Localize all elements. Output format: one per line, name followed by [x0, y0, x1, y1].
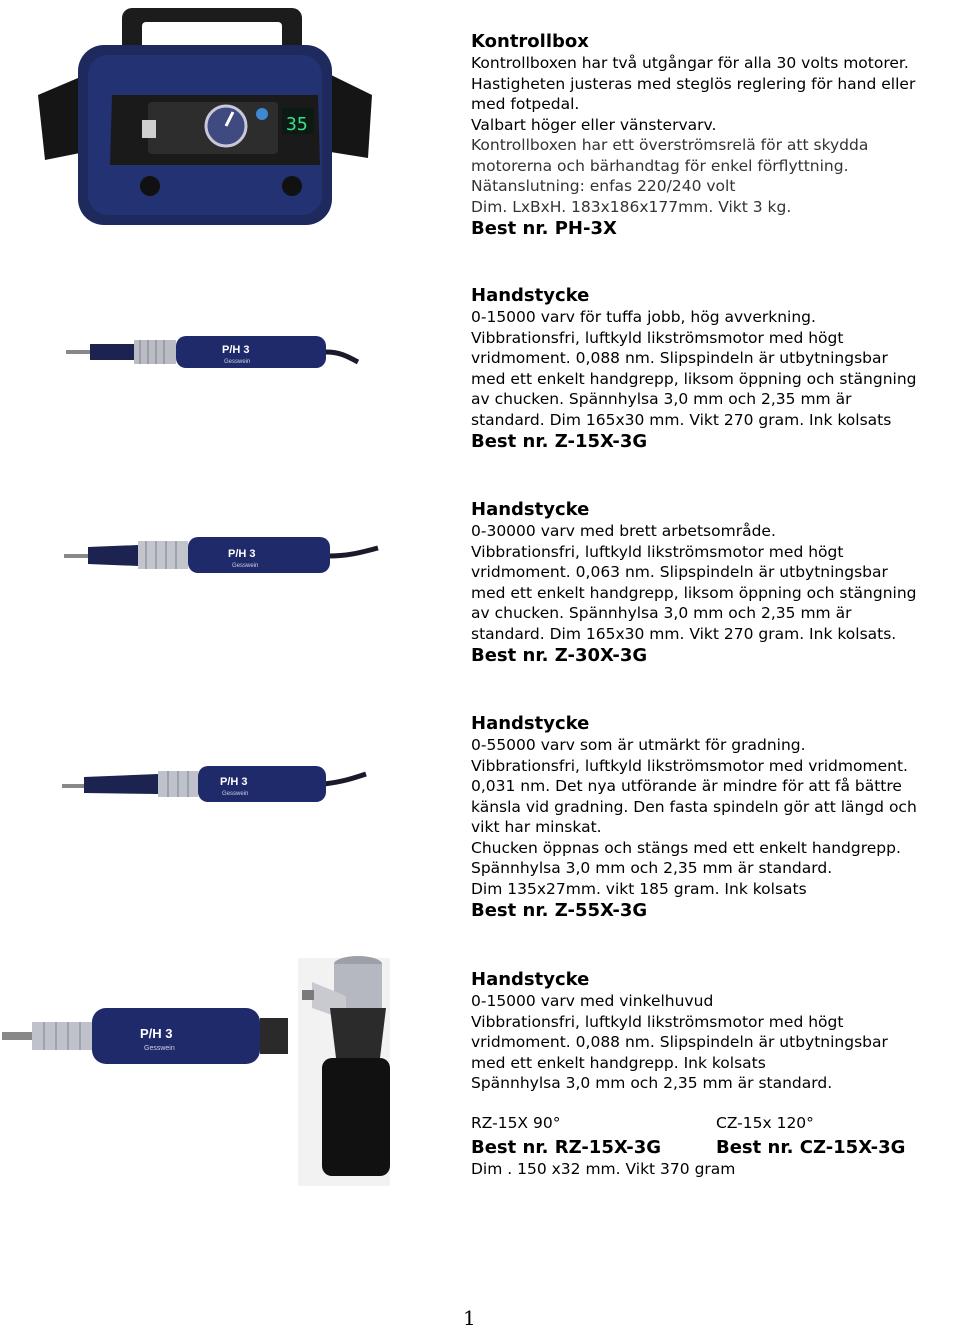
text-line: 0-15000 varv för tuffa jobb, hög avverkning.	[471, 308, 816, 326]
text-line: Kontrollboxen har ett överströmsrelä för att skydda	[471, 136, 869, 154]
text-line: av chucken. Spännhylsa 3,0 mm och 2,35 mm är	[471, 604, 852, 622]
text-line: Chucken öppnas och stängs med ett enkelt handgrepp.	[471, 838, 901, 857]
text-line: av chucken. Spännhylsa 3,0 mm och 2,35 mm är	[471, 390, 852, 408]
text-line: med ett enkelt handgrepp, liksom öppning och stängning	[471, 369, 917, 388]
section-handstycke-z30x	[471, 499, 917, 668]
variant-right-order-number: Best nr. CZ-15X-3G	[716, 1137, 906, 1158]
text-line: Spännhylsa 3,0 mm och 2,35 mm är standard.	[471, 1074, 833, 1092]
text-line: med ett enkelt handgrepp. Ink kolsats	[471, 1053, 766, 1072]
order-number: Best nr. Z-30X-3G	[471, 645, 648, 666]
text-line: standard. Dim 165x30 mm. Vikt 270 gram. Ink kolsats.	[471, 624, 897, 643]
handpiece-z15x-image	[60, 328, 360, 378]
text-line: Vibbrationsfri, luftkyld likströmsmotor med högt	[471, 1012, 844, 1031]
variant-order-row	[471, 1137, 951, 1161]
text-line: med ett enkelt handgrepp, liksom öppning och stängning	[471, 583, 917, 602]
text-line: med fotpedal.	[471, 95, 580, 113]
text-line: 0-15000 varv med vinkelhuvud	[471, 992, 714, 1010]
text-line: vridmoment. 0,088 nm. Slipspindeln är utbytningsbar	[471, 349, 888, 367]
section-handstycke-z55x	[471, 713, 917, 923]
page-number: 1	[463, 1306, 476, 1330]
variant-left-order-number: Best nr. RZ-15X-3G	[471, 1137, 662, 1158]
text-line: standard. Dim 165x30 mm. Vikt 270 gram. Ink kolsats	[471, 410, 892, 429]
text-line: 0-55000 varv som är utmärkt för gradning.	[471, 736, 806, 754]
handpiece-angle-head-image	[0, 950, 405, 1195]
text-line: motorerna och bärhandtag för enkel förflyttning.	[471, 156, 849, 175]
text-line: Dim 135x27mm. vikt 185 gram. Ink kolsats	[471, 879, 807, 898]
section-handstycke-vinkelhuvud	[471, 969, 888, 1094]
section-title: Handstycke	[471, 969, 590, 990]
order-number: Best nr. PH-3X	[471, 218, 617, 239]
control-box-image	[30, 0, 380, 235]
text-line: Valbart höger eller vänstervarv.	[471, 115, 717, 134]
variant-right-label: CZ-15x 120°	[716, 1114, 814, 1132]
text-line: Dim. LxBxH. 183x186x177mm. Vikt 3 kg.	[471, 197, 792, 216]
section-handstycke-z15x	[471, 285, 917, 454]
order-number: Best nr. Z-15X-3G	[471, 431, 648, 452]
section-title: Kontrollbox	[471, 31, 589, 52]
handpiece-z30x-image	[60, 530, 380, 580]
handpiece-sub-label: Gesswein	[144, 1045, 175, 1052]
text-line: Kontrollboxen har två utgångar för alla 30 volts motorer.	[471, 54, 909, 72]
text-line: vridmoment. 0,063 nm. Slipspindeln är utbytningsbar	[471, 563, 888, 581]
text-line: Vibbrationsfri, luftkyld likströmsmotor med högt	[471, 542, 844, 561]
text-line: känsla vid gradning. Den fasta spindeln gör att längd och	[471, 797, 917, 816]
handpiece-brand-label: P/H 3	[140, 1026, 173, 1041]
handpiece-sub-label: Gesswein	[222, 791, 249, 797]
variant-labels-row	[471, 1114, 951, 1136]
handpiece-sub-label: Gesswein	[224, 359, 251, 365]
section-kontrollbox	[471, 31, 915, 241]
handpiece-brand-label: P/H 3	[222, 344, 250, 356]
section-title: Handstycke	[471, 713, 590, 734]
text-line: vikt har minskat.	[471, 818, 602, 836]
variant-dim-line: Dim . 150 x32 mm. Vikt 370 gram	[471, 1160, 736, 1178]
text-line: Hastigheten justeras med steglös reglering för hand eller	[471, 74, 916, 93]
order-number: Best nr. Z-55X-3G	[471, 900, 648, 921]
variant-left-label: RZ-15X 90°	[471, 1114, 561, 1132]
control-box-display: 35	[286, 114, 308, 135]
text-line: Vibbrationsfri, luftkyld likströmsmotor med vridmoment.	[471, 756, 908, 775]
text-line: vridmoment. 0,088 nm. Slipspindeln är utbytningsbar	[471, 1033, 888, 1051]
text-line: 0-30000 varv med brett arbetsområde.	[471, 522, 776, 540]
handpiece-sub-label: Gesswein	[232, 563, 259, 569]
section-title: Handstycke	[471, 285, 590, 306]
text-line: 0,031 nm. Det nya utförande är mindre för att få bättre	[471, 777, 902, 795]
section-title: Handstycke	[471, 499, 590, 520]
handpiece-brand-label: P/H 3	[220, 776, 248, 788]
text-line: Spännhylsa 3,0 mm och 2,35 mm är standard.	[471, 859, 833, 877]
handpiece-brand-label: P/H 3	[228, 548, 256, 560]
text-line: Vibbrationsfri, luftkyld likströmsmotor med högt	[471, 328, 844, 347]
text-line: Nätanslutning: enfas 220/240 volt	[471, 177, 736, 195]
handpiece-z55x-image	[58, 760, 368, 810]
